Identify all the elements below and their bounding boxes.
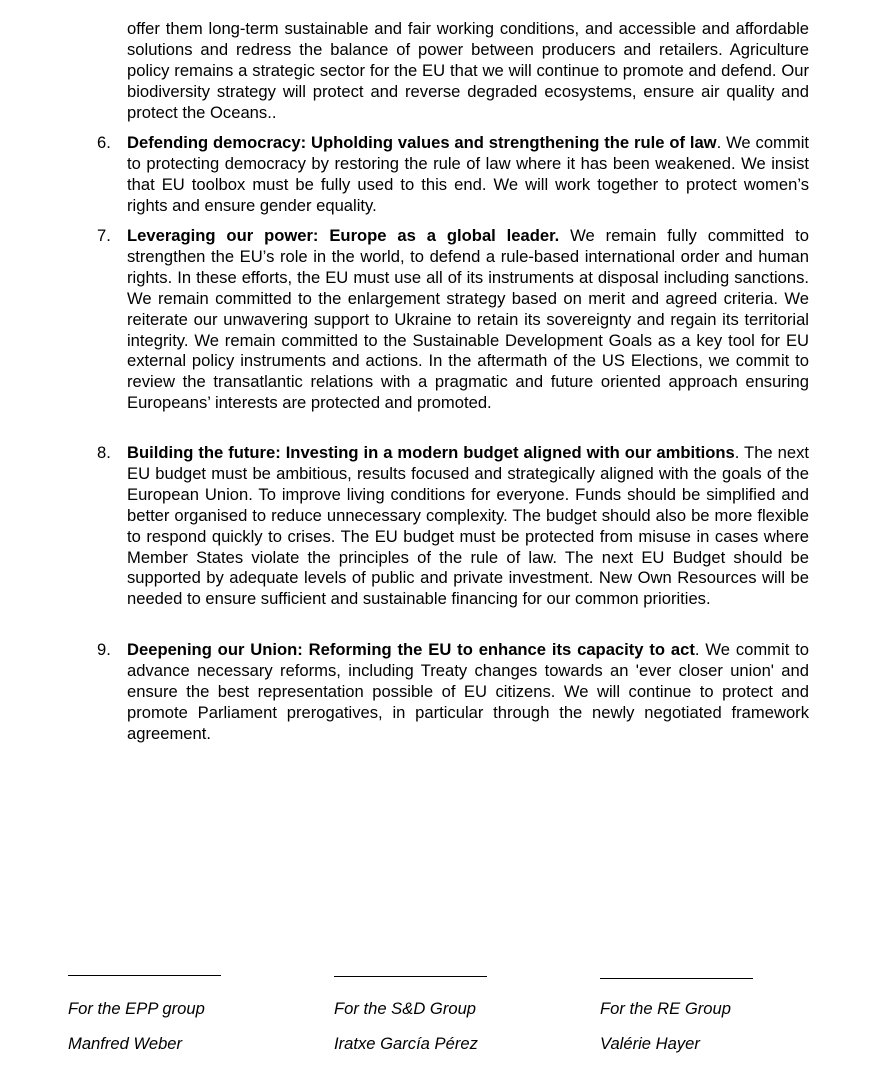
item-number: 9. [97, 640, 111, 659]
item-body: . We commit to protecting democracy by restoring the rule of law where it has been weakened. We insist that EU toolbox must be fully used to this end. We will work together to protect women’s rights and ensure gender equality. [127, 133, 809, 215]
signature-group: For the S&D Group [334, 999, 477, 1018]
signature-group: For the EPP group [68, 999, 205, 1018]
item-number: 8. [97, 443, 111, 462]
signature-name: Iratxe García Pérez [334, 1034, 478, 1053]
item-body: . The next EU budget must be ambitious, results focused and strategically aligned with the goals of the European Union. To improve living conditions for everyone. Funds should be simplified and better organised to reduce unnecessary complexity. The budget should also be more flexible to respond quickly to crises. The EU budget must be protected from misuse in cases where Member States violate the principles of the rule of law. The next EU Budget should be supported by adequate levels of public and private investment. New Own Resources will be needed to ensure sufficient and sustainable financing for our common priorities. [127, 443, 809, 609]
signature-line [68, 975, 221, 976]
item-text [127, 226, 809, 414]
item-number: 6. [97, 133, 111, 152]
signature-name: Valérie Hayer [600, 1034, 700, 1053]
item-text [127, 443, 809, 610]
item-number: 7. [97, 226, 111, 245]
item-heading: Deepening our Union: Reforming the EU to enhance its capacity to act [127, 640, 695, 659]
signature-group: For the RE Group [600, 999, 731, 1018]
item-heading: Leveraging our power: Europe as a global leader. [127, 226, 560, 245]
item-text [127, 640, 809, 745]
signature-line [334, 976, 487, 977]
item-heading: Building the future: Investing in a modern budget aligned with our ambitions [127, 443, 735, 462]
item-text [127, 133, 809, 217]
item-body: We remain fully committed to strengthen the EU’s role in the world, to defend a rule-based international order and human rights. In these efforts, the EU must use all of its instruments at disposal including sanctions. We remain committed to the enlargement strategy based on merit and agreed criteria. We reiterate our unwavering support to Ukraine to retain its sovereignty and regain its territorial integrity. We remain committed to the Sustainable Development Goals as a key tool for EU external policy instruments and actions. In the aftermath of the US Elections, we commit to review the transatlantic relations with a pragmatic and future oriented approach ensuring Europeans’ interests are protected and promoted. [127, 226, 809, 413]
item-heading: Defending democracy: Upholding values and strengthening the rule of law [127, 133, 717, 152]
intro-paragraph: offer them long-term sustainable and fair working conditions, and accessible and affordable solutions and redress the balance of power between producers and retailers. Agriculture policy remains a strategic sector for the EU that we will continue to promote and defend. Our biodiversity strategy will protect and reverse degraded ecosystems, ensure air quality and protect the Oceans.. [127, 19, 809, 122]
signature-name: Manfred Weber [68, 1034, 183, 1053]
signature-line [600, 978, 753, 979]
item-body: . We commit to advance necessary reforms, including Treaty changes towards an 'ever closer union' and ensure the best representation possible of EU citizens. We will continue to protect and promote Parliament prerogatives, in particular through the newly negotiated framework agreement. [127, 640, 810, 743]
